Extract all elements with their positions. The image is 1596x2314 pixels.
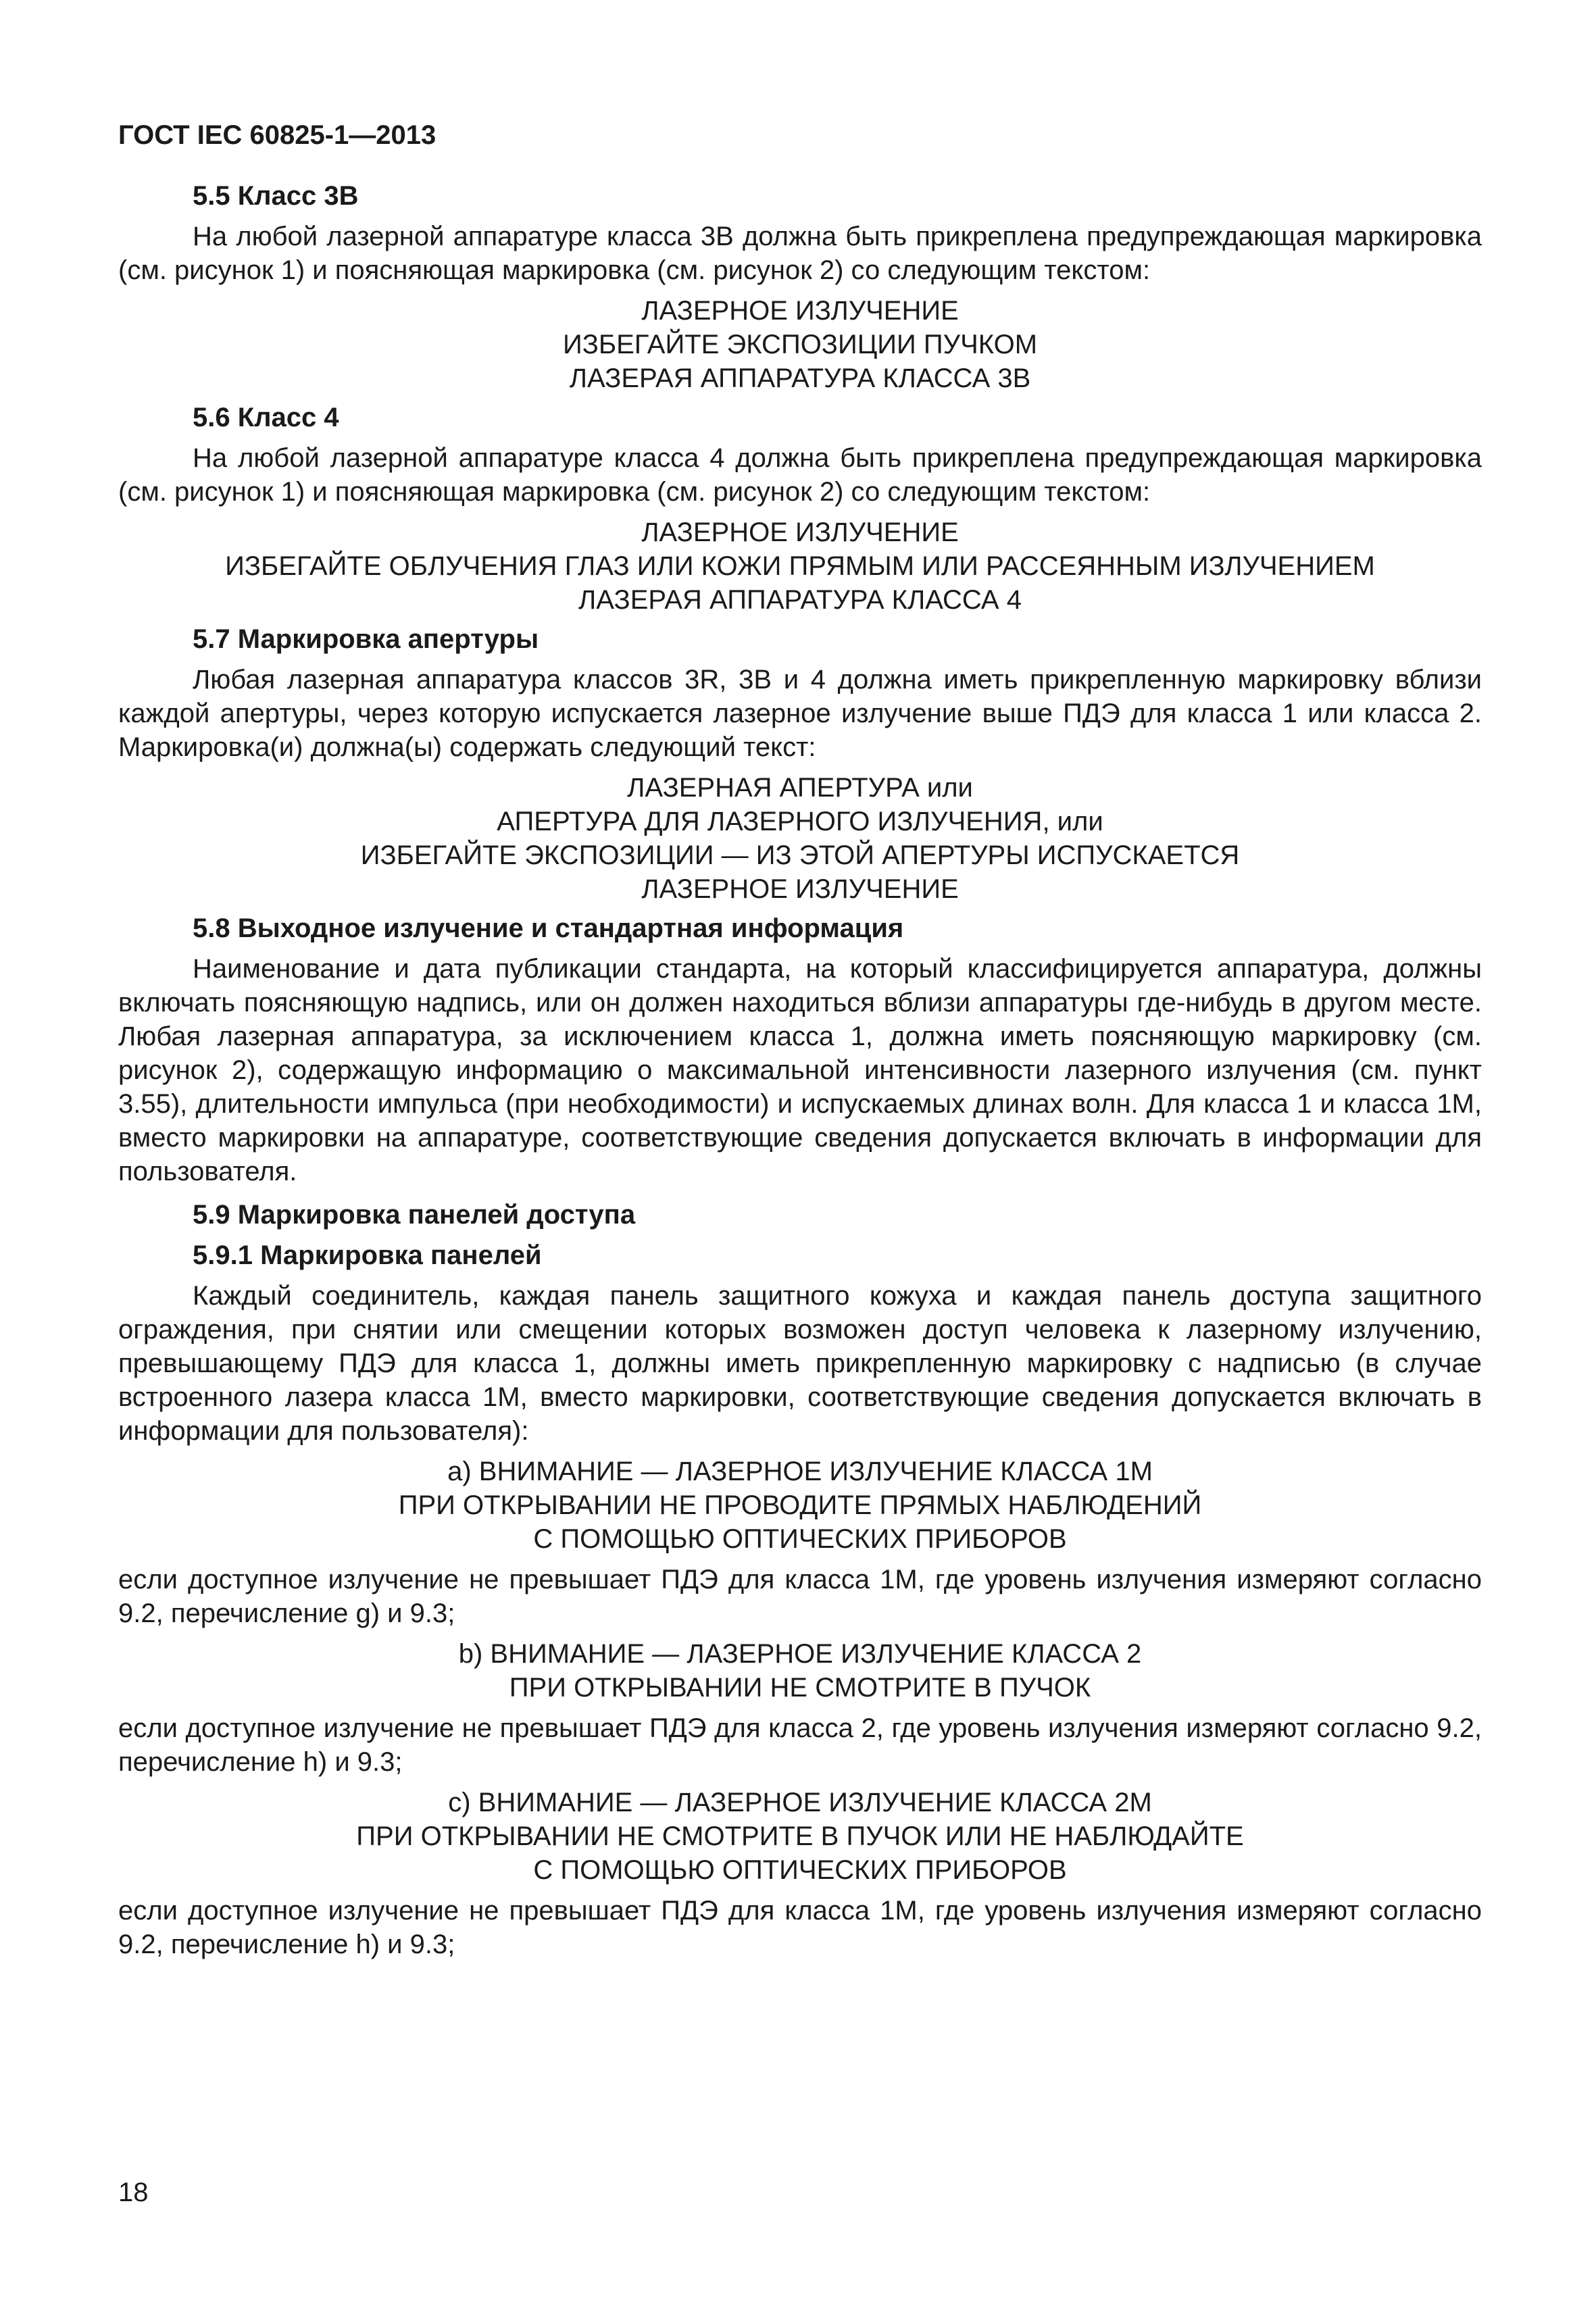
section-5-6: [118, 401, 1482, 617]
document-page: [118, 118, 1482, 1961]
section-5-8: [118, 911, 1482, 1188]
label-line: ЛАЗЕРНОЕ ИЗЛУЧЕНИЕ: [641, 874, 959, 904]
label-text-block: [118, 771, 1482, 906]
section-heading: 5.6 Класс 4: [193, 403, 339, 432]
label-line: С ПОМОЩЬЮ ОПТИЧЕСКИХ ПРИБОРОВ: [533, 1855, 1067, 1885]
label-text-block-a: [118, 1455, 1482, 1556]
paragraph: Наименование и дата публикации стандарта, на который классифицируется аппаратура, должны включать поясняющую надпись, или он должен находиться вблизи аппаратуры где-нибудь в другом месте. Любая лазерная аппаратура, за исключением класса 1, должна иметь поясняющую маркировку (см. рисунок 2), содержащую информацию о максимальной интенсивности лазерного излучения (см. пункт 3.55), длительности импульса (при необходимости) и испускаемых длинах волн. Для класса 1 и класса 1М, вместо маркировки на аппаратуре, соответствующие сведения допускается включать в информации для пользователя.: [118, 954, 1482, 1186]
paragraph: Каждый соединитель, каждая панель защитного кожуха и каждая панель доступа защитного ограждения, при снятии или смещении которых возможен доступ человека к лазерному излучению, превышающему ПДЭ для класса 1, должны иметь прикрепленную маркировку с надписью (в случае встроенного лазера класса 1М, вместо маркировки, соответствующие сведения допускается включать в информации для пользователя):: [118, 1281, 1482, 1446]
subsection-heading: 5.9.1 Маркировка панелей: [193, 1240, 542, 1270]
section-heading: 5.9 Маркировка панелей доступа: [193, 1200, 636, 1230]
label-line: ЛАЗЕРНАЯ АПЕРТУРА или: [627, 773, 973, 803]
label-line: С ПОМОЩЬЮ ОПТИЧЕСКИХ ПРИБОРОВ: [533, 1524, 1067, 1554]
document-header: ГОСТ IEC 60825-1—2013: [118, 120, 437, 150]
label-line: а) ВНИМАНИЕ — ЛАЗЕРНОЕ ИЗЛУЧЕНИЕ КЛАССА 1М: [447, 1457, 1153, 1486]
condition-note: если доступное излучение не превышает ПДЭ для класса 1М, где уровень излучения измеряют согласно 9.2, перечисление h) и 9.3;: [118, 1896, 1482, 1959]
page-number: 18: [118, 2178, 149, 2207]
condition-note: если доступное излучение не превышает ПДЭ для класса 2, где уровень излучения измеряют согласно 9.2, перечисление h) и 9.3;: [118, 1713, 1482, 1777]
section-heading: 5.7 Маркировка апертуры: [193, 624, 539, 654]
label-line: ИЗБЕГАЙТЕ ЭКСПОЗИЦИИ — ИЗ ЭТОЙ АПЕРТУРЫ ИСПУСКАЕТСЯ: [360, 840, 1240, 870]
label-line: АПЕРТУРА ДЛЯ ЛАЗЕРНОГО ИЗЛУЧЕНИЯ, или: [497, 807, 1103, 836]
label-text-block-b: [118, 1637, 1482, 1705]
label-line: ЛАЗЕРАЯ АППАРАТУРА КЛАССА 4: [578, 585, 1022, 615]
label-line: ПРИ ОТКРЫВАНИИ НЕ ПРОВОДИТЕ ПРЯМЫХ НАБЛЮДЕНИЙ: [398, 1490, 1202, 1520]
section-5-9: [118, 1198, 1482, 1961]
label-line: с) ВНИМАНИЕ — ЛАЗЕРНОЕ ИЗЛУЧЕНИЕ КЛАССА 2М: [448, 1788, 1152, 1817]
condition-note: если доступное излучение не превышает ПДЭ для класса 1М, где уровень излучения измеряют согласно 9.2, перечисление g) и 9.3;: [118, 1565, 1482, 1628]
label-line: ЛАЗЕРАЯ АППАРАТУРА КЛАССА 3В: [569, 363, 1031, 393]
label-text-block-c: [118, 1786, 1482, 1887]
paragraph: На любой лазерной аппаратуре класса 3В должна быть прикреплена предупреждающая маркировка (см. рисунок 1) и поясняющая маркировка (см. рисунок 2) со следующим текстом:: [118, 222, 1482, 285]
label-line: ПРИ ОТКРЫВАНИИ НЕ СМОТРИТЕ В ПУЧОК: [509, 1673, 1091, 1703]
label-line: ПРИ ОТКРЫВАНИИ НЕ СМОТРИТЕ В ПУЧОК ИЛИ НЕ НАБЛЮДАЙТЕ: [356, 1821, 1244, 1851]
label-line: ИЗБЕГАЙТЕ ЭКСПОЗИЦИИ ПУЧКОМ: [562, 330, 1038, 359]
section-heading: 5.8 Выходное излучение и стандартная информация: [193, 913, 904, 943]
section-heading: 5.5 Класс 3В: [193, 181, 359, 211]
section-5-5: [118, 179, 1482, 395]
label-line: ИЗБЕГАЙТЕ ОБЛУЧЕНИЯ ГЛАЗ ИЛИ КОЖИ ПРЯМЫМ ИЛИ РАССЕЯННЫМ ИЗЛУЧЕНИЕМ: [225, 551, 1375, 581]
label-text-block: [118, 294, 1482, 395]
label-line: ЛАЗЕРНОЕ ИЗЛУЧЕНИЕ: [641, 518, 959, 547]
paragraph: Любая лазерная аппаратура классов 3R, 3В и 4 должна иметь прикрепленную маркировку вблизи каждой апертуры, через которую испускается лазерное излучение выше ПДЭ для класса 1 или класса 2. Маркировка(и) должна(ы) содержать следующий текст:: [118, 665, 1482, 762]
paragraph: На любой лазерной аппаратуре класса 4 должна быть прикреплена предупреждающая маркировка (см. рисунок 1) и поясняющая маркировка (см. рисунок 2) со следующим текстом:: [118, 443, 1482, 507]
label-text-block: [118, 515, 1482, 617]
label-line: ЛАЗЕРНОЕ ИЗЛУЧЕНИЕ: [641, 296, 959, 326]
label-line: b) ВНИМАНИЕ — ЛАЗЕРНОЕ ИЗЛУЧЕНИЕ КЛАССА 2: [458, 1639, 1142, 1669]
section-5-7: [118, 622, 1482, 906]
